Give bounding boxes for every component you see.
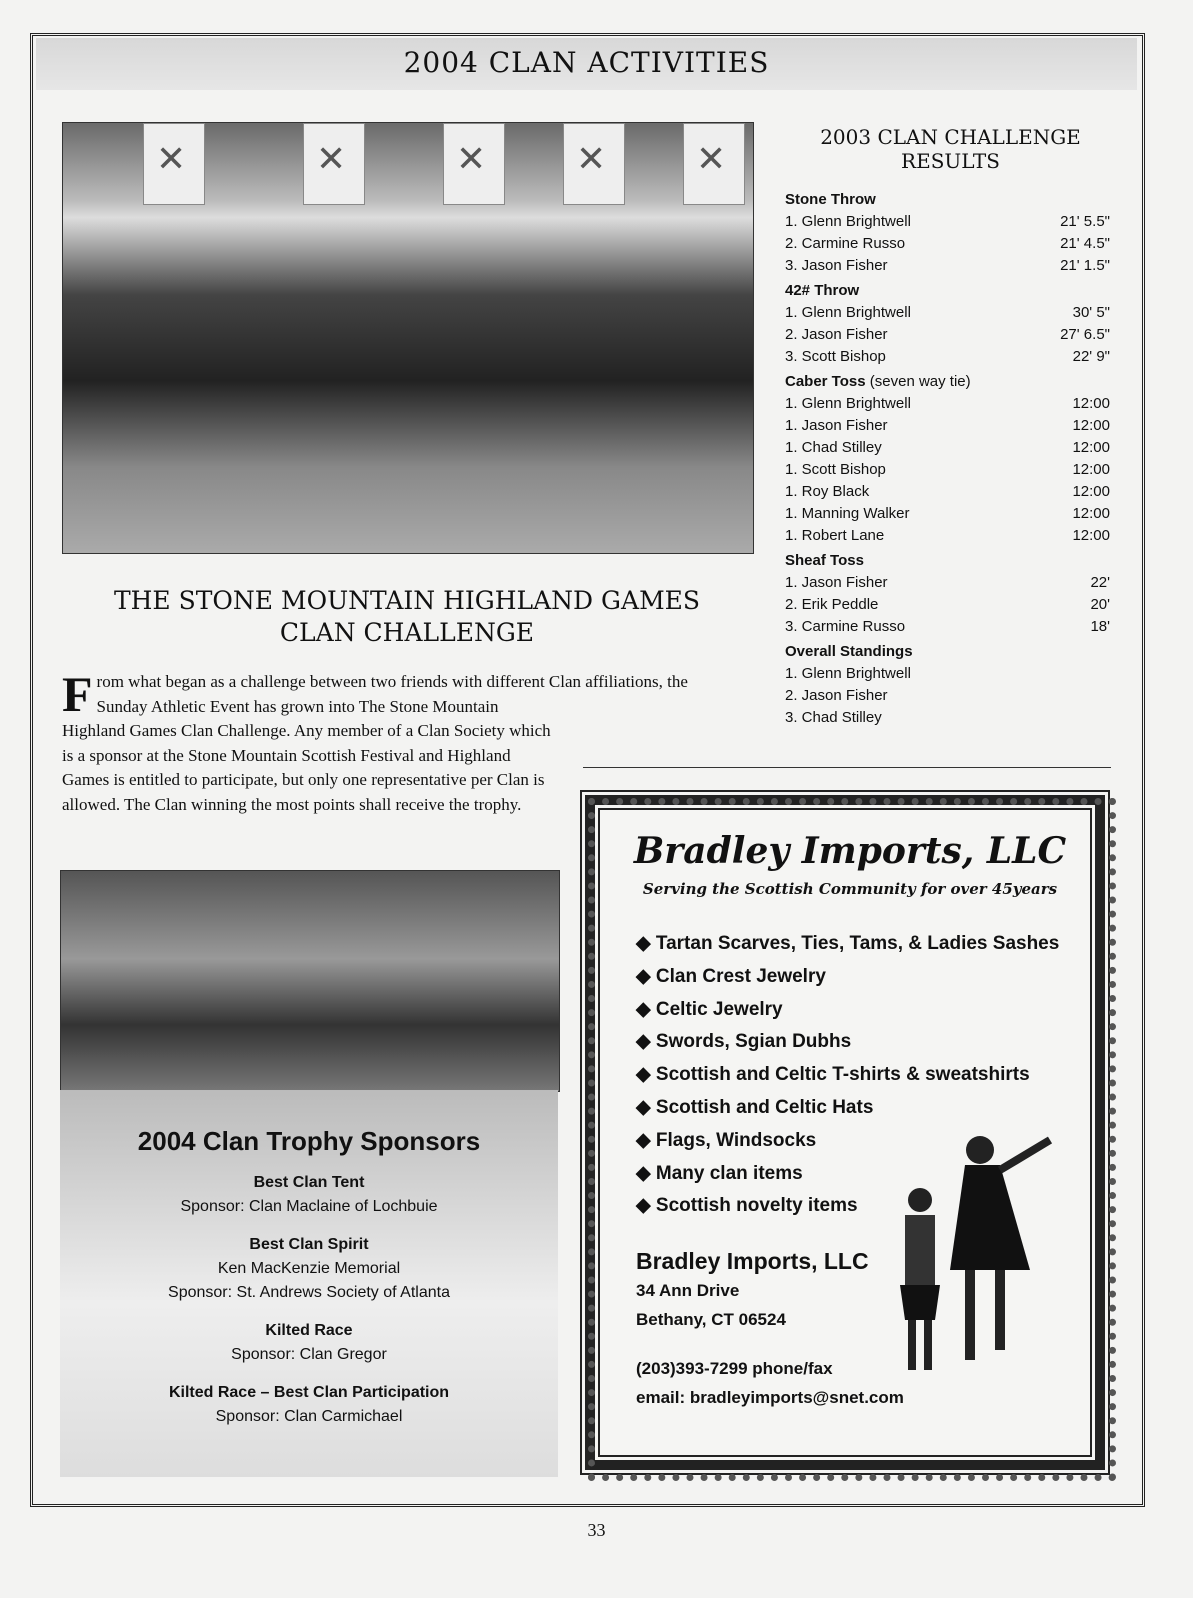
page-title: 2004 CLAN ACTIVITIES (403, 46, 770, 79)
competitor-name: 1. Chad Stilley (785, 439, 882, 456)
competitor-name: 1. Roy Black (785, 483, 870, 500)
ad-company: Bradley Imports, LLC (636, 1248, 869, 1275)
result-row (785, 525, 1110, 547)
result-category (785, 550, 1110, 572)
ad-phone: (203)393-7299 phone/fax (636, 1359, 833, 1379)
results-heading (783, 125, 1118, 173)
flag-icon (443, 123, 505, 205)
result-value: 22' 9" (1072, 348, 1110, 365)
ad-product-item: ◆ Celtic Jewelry (636, 994, 1080, 1027)
result-row (785, 594, 1110, 616)
sponsors-title: 2004 Clan Trophy Sponsors (137, 1126, 481, 1156)
page-number: 33 (587, 1520, 606, 1540)
result-value: 12:00 (1072, 505, 1110, 522)
competitor-name: 1. Glenn Brightwell (785, 304, 911, 321)
competitor-name: 1. Glenn Brightwell (785, 395, 911, 412)
competitor-name: 2. Jason Fisher (785, 687, 888, 704)
result-value: 21' 4.5" (1060, 235, 1110, 252)
result-row (785, 346, 1110, 368)
result-row (785, 616, 1110, 638)
competitor-name: 1. Jason Fisher (785, 574, 888, 591)
result-row (785, 481, 1110, 503)
article-title-line1: THE STONE MOUNTAIN HIGHLAND GAMES (113, 586, 701, 615)
flag-icon (683, 123, 745, 205)
ad-product-item: ◆ Clan Crest Jewelry (636, 961, 1080, 994)
result-row (785, 233, 1110, 255)
competitor-name: 2. Erik Peddle (785, 596, 879, 613)
competitor-name: 3. Chad Stilley (785, 709, 882, 726)
result-value: 12:00 (1072, 461, 1110, 478)
competitor-name: 2. Jason Fisher (785, 326, 888, 343)
competitor-name: 1. Glenn Brightwell (785, 665, 911, 682)
article-text-intro: rom what began as a challenge between two friends with different Clan affiliations, the Sunday Athletic Event has grown into The Stone Mountain (96, 672, 688, 716)
results-list (785, 186, 1110, 729)
piper-dancer-illustration-icon (880, 1120, 1080, 1390)
result-value: 21' 1.5" (1060, 257, 1110, 274)
result-category (785, 641, 1110, 663)
competitor-name: 3. Scott Bishop (785, 348, 886, 365)
result-value: 27' 6.5" (1060, 326, 1110, 343)
ad-product-item: ◆ Flags, Windsocks (636, 1125, 1080, 1158)
category-name: Caber Toss (785, 373, 866, 390)
category-name: Stone Throw (785, 191, 876, 208)
award-sponsor: Sponsor: Clan Maclaine of Lochbuie (180, 1198, 438, 1215)
award-title: Kilted Race – Best Clan Participation (168, 1384, 450, 1401)
ad-tagline: Serving the Scottish Community for over 45years (642, 880, 1058, 898)
award-sponsor: Sponsor: Clan Gregor (231, 1346, 387, 1363)
award-sponsor: Sponsor: St. Andrews Society of Atlanta (168, 1284, 450, 1301)
competitor-name: 1. Jason Fisher (785, 417, 888, 434)
clan-parade-photo (62, 122, 754, 554)
result-category (785, 280, 1110, 302)
ad-logo-name: Bradley Imports, LLC (633, 830, 1067, 872)
result-value: 21' 5.5" (1060, 213, 1110, 230)
award-sponsor: Ken MacKenzie Memorial (217, 1260, 401, 1277)
category-name: Overall Standings (785, 643, 913, 660)
result-row (785, 685, 1110, 707)
result-row (785, 324, 1110, 346)
result-row (785, 415, 1110, 437)
result-value: 12:00 (1072, 483, 1110, 500)
flag-icon (563, 123, 625, 205)
result-value: 22' (1090, 574, 1110, 591)
ad-product-item: ◆ Tartan Scarves, Ties, Tams, & Ladies Sashes (636, 928, 1080, 961)
category-name: 42# Throw (785, 282, 860, 299)
award-title: Best Clan Tent (253, 1174, 365, 1191)
drop-cap: F (62, 666, 93, 722)
ad-email: email: bradleyimports@snet.com (636, 1388, 904, 1408)
results-title-line2: RESULTS (901, 149, 1000, 173)
results-title-line1: 2003 CLAN CHALLENGE (820, 125, 1081, 149)
ad-product-item: ◆ Scottish and Celtic Hats (636, 1092, 1080, 1125)
result-row (785, 707, 1110, 729)
ad-product-item: ◆ Many clan items (636, 1158, 1080, 1191)
article-title (62, 585, 752, 649)
sponsors-panel (60, 1090, 558, 1477)
category-note: (seven way tie) (865, 373, 971, 390)
divider (583, 767, 1111, 768)
result-row (785, 572, 1110, 594)
ad-street: 34 Ann Drive (636, 1281, 740, 1301)
ad-product-item: ◆ Swords, Sgian Dubhs (636, 1026, 1080, 1059)
competitor-name: 1. Scott Bishop (785, 461, 886, 478)
result-value: 18' (1090, 618, 1110, 635)
result-value: 12:00 (1072, 439, 1110, 456)
award-title: Kilted Race (265, 1322, 353, 1339)
result-value: 20' (1090, 596, 1110, 613)
result-category (785, 189, 1110, 211)
award-sponsor: Sponsor: Clan Carmichael (215, 1408, 403, 1425)
ad-product-item: ◆ Scottish novelty items (636, 1190, 1080, 1223)
competitor-name: 3. Carmine Russo (785, 618, 906, 635)
competitor-name: 1. Glenn Brightwell (785, 213, 911, 230)
result-value: 12:00 (1072, 395, 1110, 412)
result-row (785, 663, 1110, 685)
article-title-line2: CLAN CHALLENGE (279, 618, 535, 647)
competitor-name: 1. Robert Lane (785, 527, 885, 544)
result-value: 12:00 (1072, 527, 1110, 544)
flag-icon (143, 123, 205, 205)
result-row (785, 211, 1110, 233)
competitor-name: 1. Manning Walker (785, 505, 910, 522)
result-category (785, 371, 1110, 393)
result-row (785, 437, 1110, 459)
competitor-name: 3. Jason Fisher (785, 257, 888, 274)
result-row (785, 393, 1110, 415)
result-row (785, 503, 1110, 525)
result-row (785, 459, 1110, 481)
result-row (785, 302, 1110, 324)
award-title: Best Clan Spirit (249, 1236, 369, 1253)
category-name: Sheaf Toss (785, 552, 864, 569)
result-value: 12:00 (1072, 417, 1110, 434)
result-row (785, 255, 1110, 277)
trophy-table-photo (60, 870, 560, 1092)
flag-icon (303, 123, 365, 205)
competitor-name: 2. Carmine Russo (785, 235, 906, 252)
article-text-body: Highland Games Clan Challenge. Any member of a Clan Society which is a sponsor at the Stone Mountain Scottish Festival and Highland Games is entitled to participate, but only one representative per Clan is allowed. The Clan winning the most points shall receive the trophy. (62, 721, 551, 814)
ad-city: Bethany, CT 06524 (636, 1310, 786, 1330)
result-value: 30' 5" (1072, 304, 1110, 321)
ad-product-item: ◆ Scottish and Celtic T-shirts & sweatshirts (636, 1059, 1080, 1092)
